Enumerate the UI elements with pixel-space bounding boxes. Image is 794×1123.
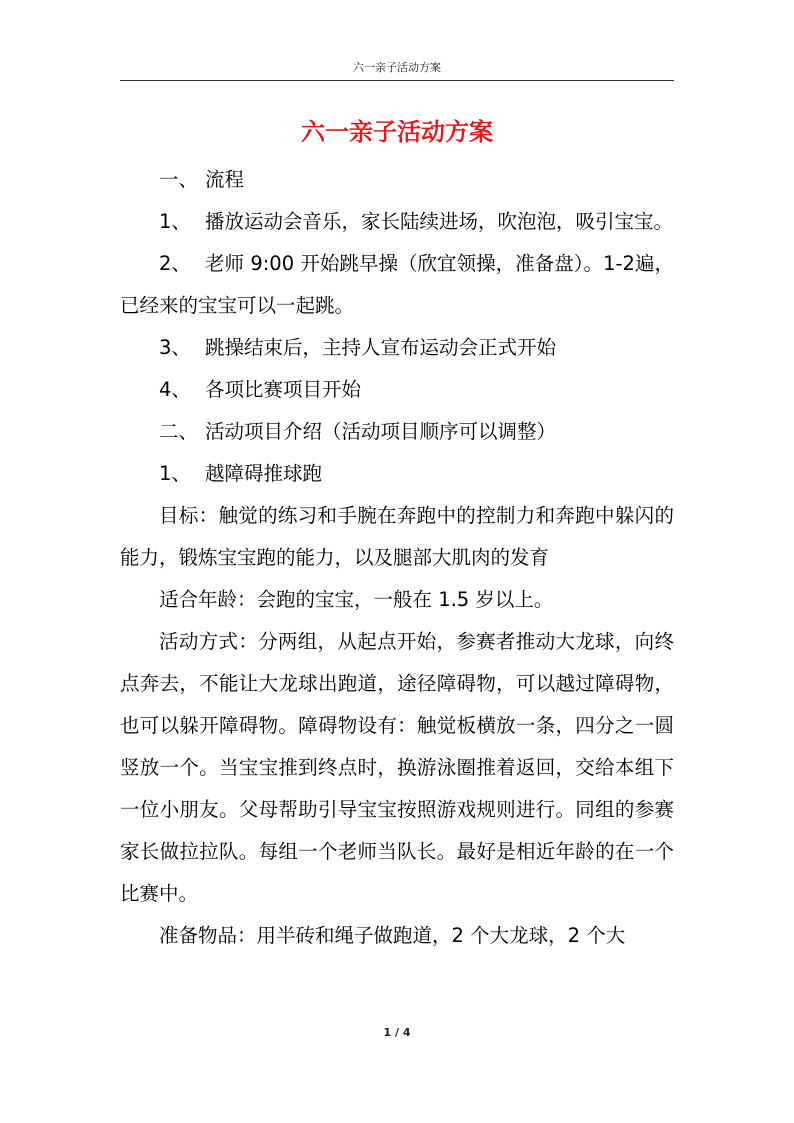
- section-heading-activities: [120, 411, 674, 453]
- step-number: 3、: [159, 336, 191, 359]
- paragraph-text: 跳操结束后，主持人宣布运动会正式开始: [205, 336, 557, 359]
- paragraph-text: 越障碍推球跑: [205, 462, 323, 485]
- section-number: 二、: [159, 420, 199, 443]
- document-title: 六一亲子活动方案: [301, 118, 493, 146]
- paragraph-text: 流程: [205, 168, 245, 191]
- flow-step-2: [120, 243, 674, 327]
- step-number: 1、: [159, 210, 191, 233]
- step-number: 4、: [159, 378, 191, 401]
- flow-step-1: [120, 201, 674, 243]
- item-number: 1、: [159, 462, 191, 485]
- page-number: 1 / 4: [383, 1026, 411, 1039]
- section-number: 一、: [159, 168, 199, 191]
- activity-age: 适合年龄：会跑的宝宝，一般在 1.5 岁以上。: [159, 588, 554, 611]
- flow-step-3: [120, 327, 674, 369]
- paragraph-text: 各项比赛项目开始: [205, 378, 362, 401]
- paragraph-text: 老师 9:00 开始跳早操（欣宜领操，准备盘）。1-2遍，已经来的宝宝可以一起跳。: [120, 252, 674, 317]
- header-divider: [120, 80, 674, 81]
- paragraph-text: 播放运动会音乐，家长陆续进场，吹泡泡，吸引宝宝。: [205, 210, 674, 233]
- paragraph-text: 活动项目介绍（活动项目顺序可以调整）: [205, 420, 557, 443]
- activity-goal: 目标：触觉的练习和手腕在奔跑中的控制力和奔跑中躲闪的能力，锻炼宝宝跑的能力，以及腿部大肌肉的发育: [120, 504, 674, 569]
- running-header: 六一亲子活动方案: [353, 61, 441, 74]
- activity-materials: 准备物品：用半砖和绳子做跑道，2 个大龙球，2 个大: [159, 924, 626, 947]
- activity-item-1: [120, 453, 674, 495]
- document-body: [120, 159, 674, 957]
- activity-method: 活动方式：分两组，从起点开始，参赛者推动大龙球，向终点奔去，不能让大龙球出跑道，途径障碍物，可以越过障碍物，也可以躲开障碍物。障碍物设有：触觉板横放一条，四分之一圆竖放一个。当宝宝推到终点时，换游泳圈推着返回，交给本组下一位小朋友。父母帮助引导宝宝按照游戏规则进行。同组的参赛家长做拉拉队。每组一个老师当队长。最好是相近年龄的在一个比赛中。: [120, 630, 674, 905]
- section-heading-flow: [120, 159, 674, 201]
- step-number: 2、: [159, 252, 191, 275]
- flow-step-4: [120, 369, 674, 411]
